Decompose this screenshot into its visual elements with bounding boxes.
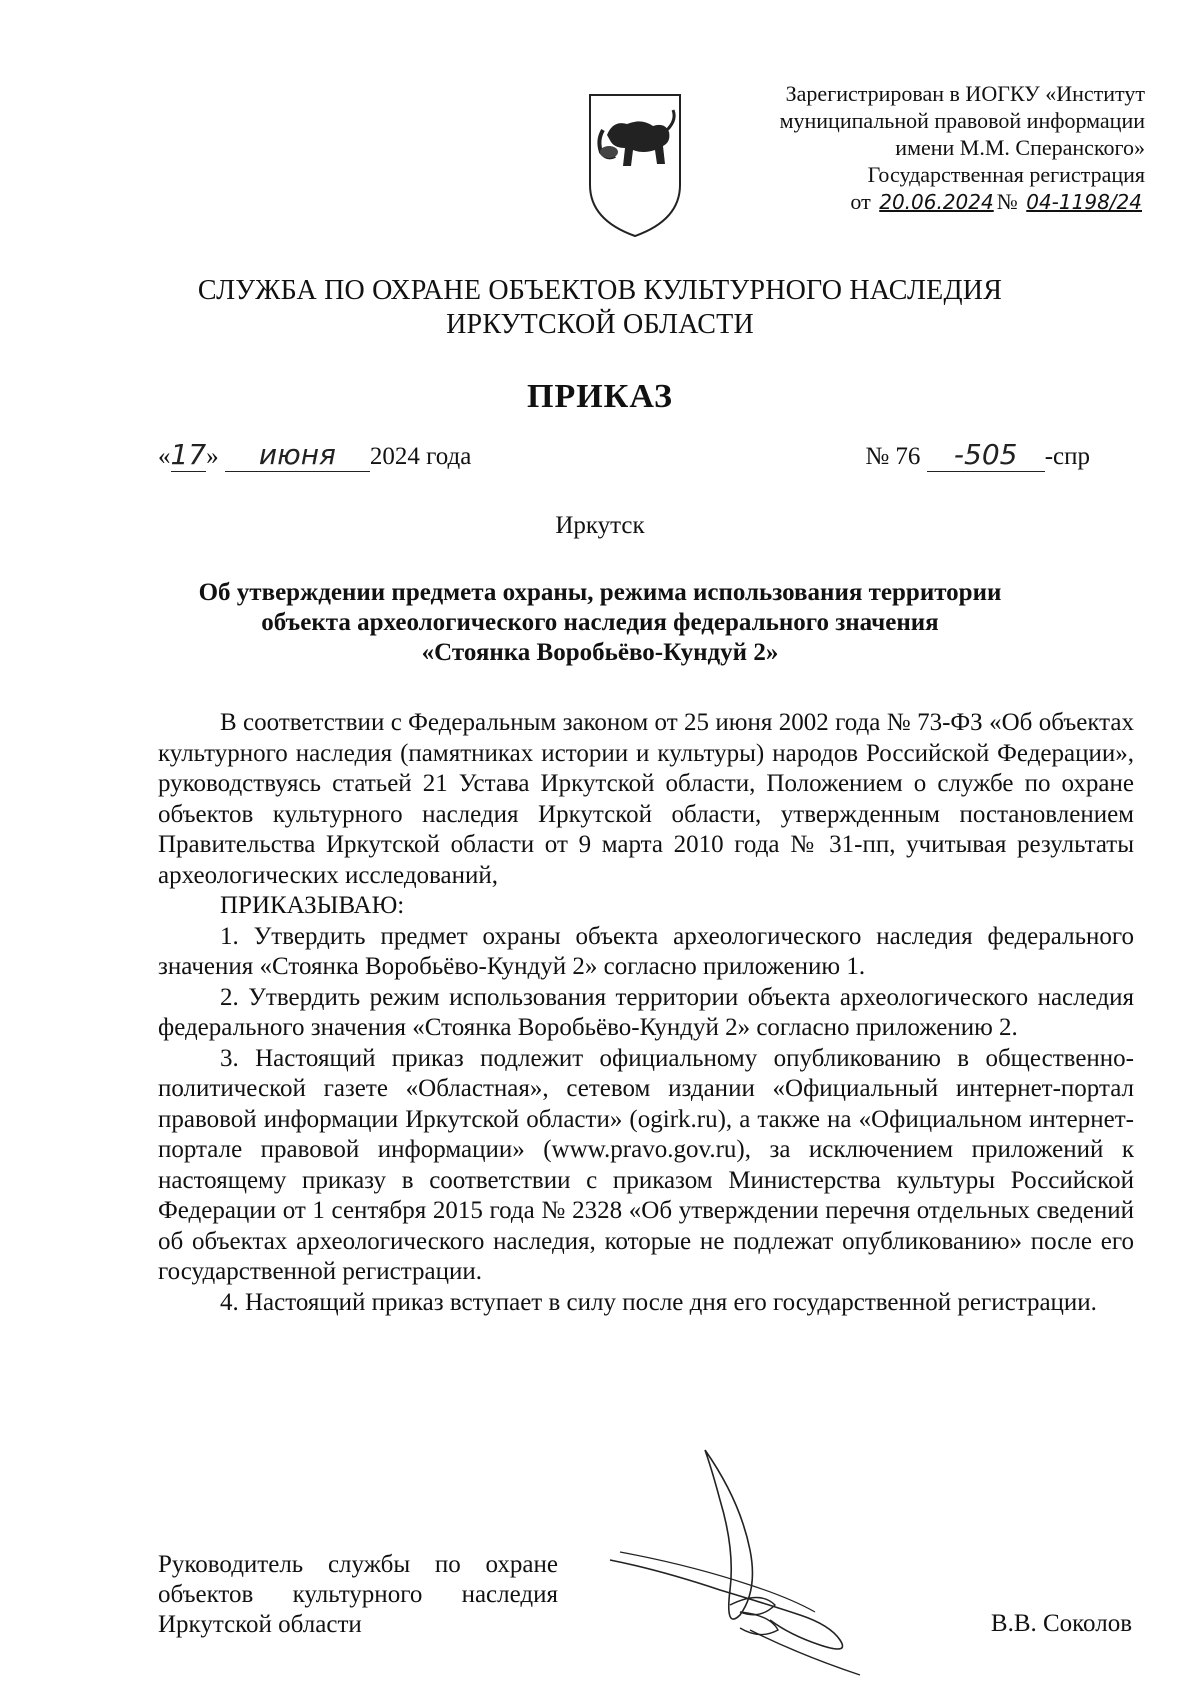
date-month: июня (225, 438, 370, 472)
signatory-name: В.В. Соколов (990, 1610, 1132, 1637)
preamble-paragraph: В соответствии с Федеральным законом от 25 июня 2002 года № 73-ФЗ «Об объектах культурного наследия (памятниках истории и культуры) народов Российской Федерации», руководствуясь статьей 21 Устава Иркутской области, Положением о службе по охране объектов культурного наследия Иркутской области, утвержденным постановлением Правительства Иркутской области от 9 марта 2010 года № 31-пп, учитывая результаты археологических исследований, (158, 709, 1134, 889)
registration-line: Зарегистрирован в ИОГКУ «Институт (785, 81, 1145, 106)
heading-line: объекта археологического наследия федерального значения (261, 609, 939, 636)
registration-from-label: от (850, 189, 871, 214)
agency-name-line: СЛУЖБА ПО ОХРАНЕ ОБЪЕКТОВ КУЛЬТУРНОГО НАСЛЕДИЯ (197, 275, 1003, 306)
registration-number: 04-1198/24 (1026, 190, 1142, 214)
registration-number-label: № (996, 189, 1018, 214)
handwritten-signature (600, 1440, 920, 1680)
registration-line: имени М.М. Сперанского» (895, 135, 1145, 160)
document-title: ПРИКАЗ (527, 378, 673, 415)
heading-line: Об утверждении предмета охраны, режима использования территории (198, 579, 1002, 606)
city: Иркутск (555, 512, 645, 539)
document-date (158, 438, 471, 472)
registration-number-line (665, 188, 1145, 216)
order-item-2: 2. Утвердить режим использования территории объекта археологического наследия федерального значения «Стоянка Воробьёво-Кундуй 2» согласно приложению 2. (158, 983, 1134, 1041)
number-prefix: № 76 (865, 443, 921, 470)
agency-name (0, 274, 1200, 342)
registration-block (665, 80, 1145, 216)
order-word: ПРИКАЗЫВАЮ: (220, 892, 405, 919)
registration-line: муниципальной правовой информации (779, 108, 1145, 133)
date-close-quote: » (206, 443, 219, 470)
document-heading (150, 578, 1050, 668)
order-item-1: 1. Утвердить предмет охраны объекта археологического наследия федерального значения «Стоянка Воробьёво-Кундуй 2» согласно приложению 1. (158, 922, 1134, 980)
signatory-position (158, 1550, 558, 1640)
signatory-position-line: объектов культурного наследия (158, 1581, 558, 1608)
date-day: 17 (170, 438, 207, 471)
document-number (865, 438, 1090, 472)
date-open-quote: « (158, 443, 171, 470)
order-item-4: 4. Настоящий приказ вступает в силу после дня его государственной регистрации. (220, 1288, 1097, 1316)
order-item-3: 3. Настоящий приказ подлежит официальному опубликованию в общественно-политической газете «Областная», сетевом издании «Официальный интернет-портал правовой информации Иркутской области» (ogirk.ru), а также на «Официальном интернет-портале правовой информации» (www.pravo.gov.ru), за исключением приложений к настоящему приказу в соответствии с приказом Министерства культуры Российской Федерации от 1 сентября 2015 года № 2328 «Об утверждении перечня отдельных сведений об объектах археологического наследия, которые не подлежат опубликованию» после его государственной регистрации. (158, 1044, 1134, 1285)
number-suffix: -спр (1044, 443, 1090, 470)
agency-name-line: ИРКУТСКОЙ ОБЛАСТИ (446, 309, 754, 340)
document-body (158, 708, 1134, 1318)
date-year: 2024 года (369, 443, 472, 470)
signatory-position-line: Иркутской области (158, 1611, 362, 1638)
registration-line: Государственная регистрация (867, 162, 1145, 187)
registration-date: 20.06.2024 (879, 190, 994, 214)
number-value: -505 (927, 438, 1045, 472)
heading-line: «Стоянка Воробьёво-Кундуй 2» (421, 639, 779, 666)
signatory-position-line: Руководитель службы по охране (158, 1551, 558, 1578)
